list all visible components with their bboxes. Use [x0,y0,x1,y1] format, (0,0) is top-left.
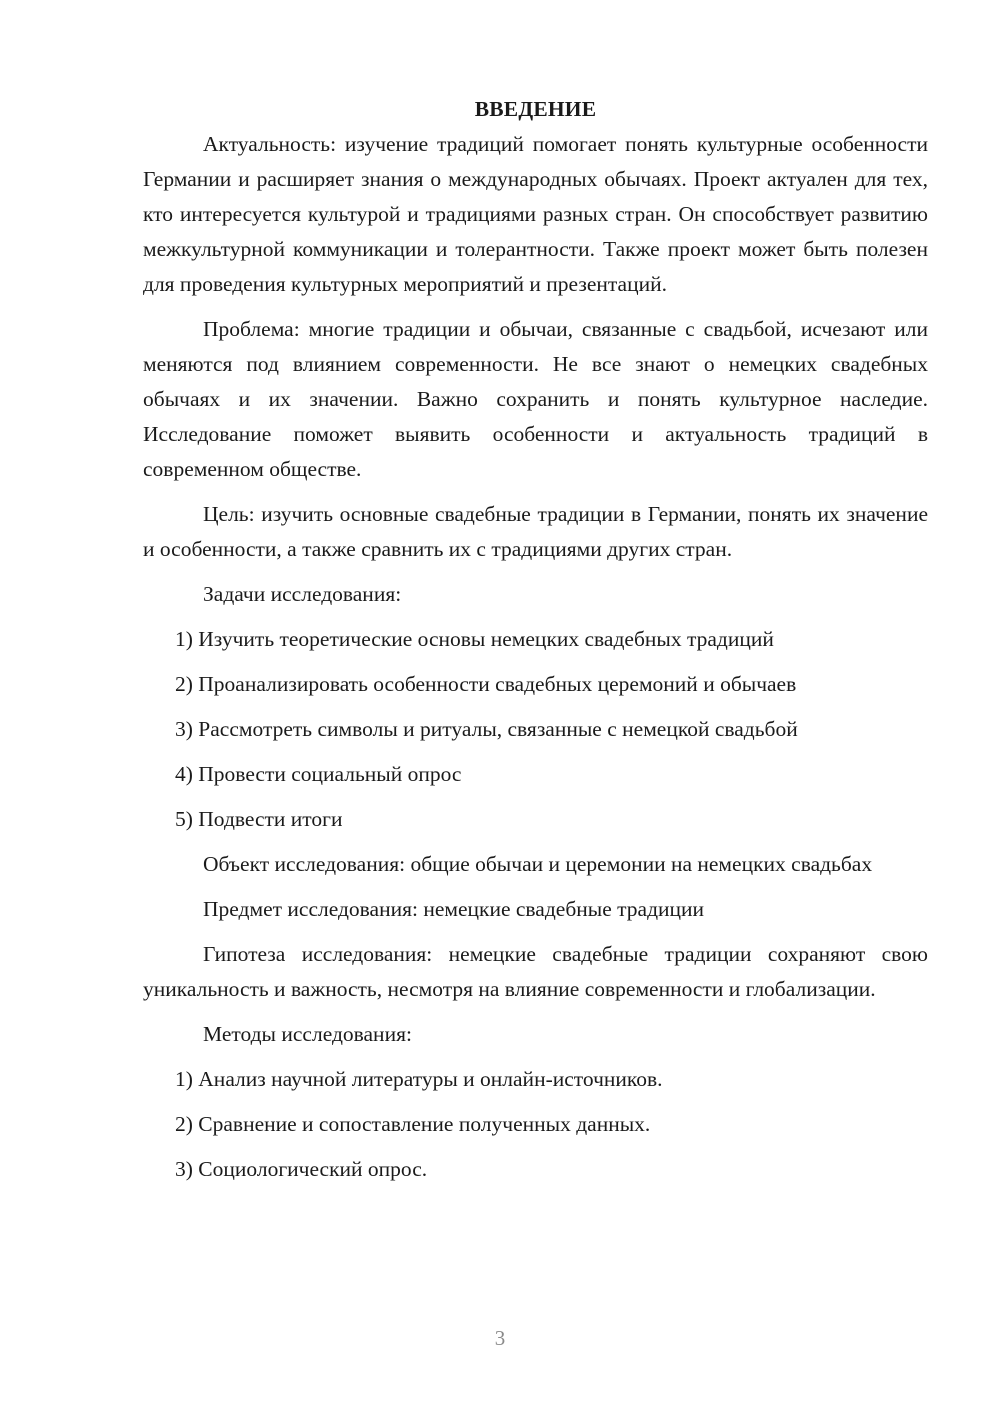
goal-paragraph: Цель: изучить основные свадебные традиции в Германии, понять их значение и особенности, а также сравнить их с традициями других стран. [143,502,928,561]
tasks-list [143,622,928,837]
list-item: 2) Проанализировать особенности свадебных церемоний и обычаев [175,672,797,696]
list-item: 1) Анализ научной литературы и онлайн-источников. [175,1067,663,1091]
hypothesis-paragraph: Гипотеза исследования: немецкие свадебные традиции сохраняют свою уникальность и важность, несмотря на влияние современности и глобализации. [143,942,928,1001]
list-item: 3) Рассмотреть символы и ритуалы, связанные с немецкой свадьбой [175,717,798,741]
list-item: 3) Социологический опрос. [175,1157,428,1181]
methods-heading: Методы исследования: [203,1022,412,1046]
object-paragraph: Объект исследования: общие обычаи и церемонии на немецких свадьбах [203,852,873,876]
list-item: 1) Изучить теоретические основы немецких свадебных традиций [175,627,774,651]
page-number: 3 [494,1326,506,1350]
page-title: ВВЕДЕНИЕ [474,97,597,121]
tasks-heading: Задачи исследования: [203,582,402,606]
list-item: 4) Провести социальный опрос [175,762,462,786]
subject-paragraph: Предмет исследования: немецкие свадебные традиции [203,897,705,921]
relevance-paragraph: Актуальность: изучение традиций помогает понять культурные особенности Германии и расширяет знания о международных обычаях. Проект актуален для тех, кто интересуется культурой и традициями разных стран. Он способствует развитию межкультурной коммуникации и толерантности. Также проект может быть полезен для проведения культурных мероприятий и презентаций. [143,132,928,296]
document-page [143,92,928,1187]
list-item: 2) Сравнение и сопоставление полученных данных. [175,1112,651,1136]
methods-list [143,1062,928,1187]
list-item: 5) Подвести итоги [175,807,343,831]
problem-paragraph: Проблема: многие традиции и обычаи, связанные с свадьбой, исчезают или меняются под влиянием современности. Не все знают о немецких свадебных обычаях и их значении. Важно сохранить и понять культурное наследие. Исследование поможет выявить особенности и актуальность традиций в современном обществе. [143,317,928,481]
